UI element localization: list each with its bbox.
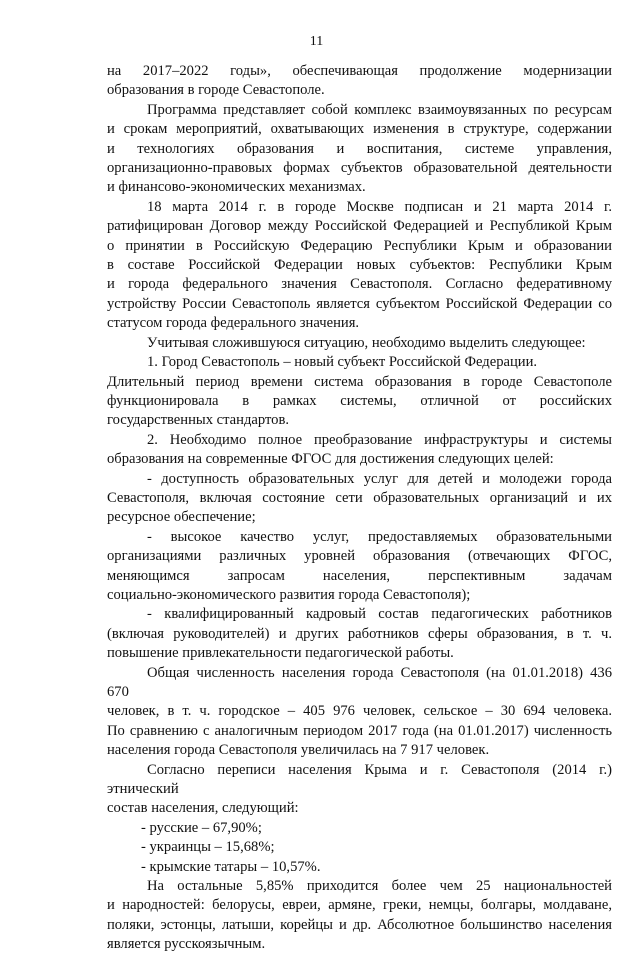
list-item: - украинцы – 15,68%;: [141, 839, 275, 856]
text-line: в составе Российской Федерации новых субъектов: Республики Крым: [107, 257, 612, 274]
list-item: - русские – 67,90%;: [141, 819, 262, 836]
text-line: и народностей: белорусы, евреи, армяне, греки, немцы, болгары, молдаване,: [107, 897, 612, 914]
text-line: образования в городе Севастополе.: [107, 82, 325, 99]
text-line: - доступность образовательных услуг для детей и молодежи города: [147, 470, 612, 487]
text-line: функционировала в рамках системы, отличной от российских: [107, 392, 612, 409]
text-line: поляки, эстонцы, латыши, корейцы и др. Абсолютное большинство населения: [107, 916, 612, 933]
text-line: организационно-правовых формах субъектов образовательной деятельности: [107, 160, 612, 177]
text-line: состав населения, следующий:: [107, 800, 299, 817]
text-line: и технологиях образования и воспитания, системе управления,: [107, 140, 612, 157]
text-line: является русскоязычным.: [107, 936, 266, 953]
text-line: государственных стандартов.: [107, 412, 290, 429]
text-line: устройству России Севастополь является субъектом Российской Федерации со: [107, 295, 612, 312]
text-line: меняющимся запросам населения, перспективным задачам: [107, 567, 612, 584]
text-line: и финансово-экономических механизмах.: [107, 179, 366, 196]
text-line: 1. Город Севастополь – новый субъект Российской Федерации.: [147, 354, 538, 371]
list-item: - крымские татары – 10,57%.: [141, 858, 321, 875]
page-number: 11: [309, 34, 324, 49]
text-line: Общая численность населения города Севастополя (на 01.01.2018) 436 670: [107, 664, 612, 700]
text-line: статусом города федерального значения.: [107, 315, 360, 332]
text-line: По сравнению с аналогичным периодом 2017 года (на 01.01.2017) численность: [107, 722, 612, 739]
text-line: Согласно переписи населения Крыма и г. Севастополя (2014 г.) этнический: [107, 761, 612, 798]
text-line: - высокое качество услуг, предоставляемых образовательными: [147, 528, 612, 545]
text-line: 2. Необходимо полное преобразование инфраструктуры и системы: [147, 431, 612, 448]
text-line: на 2017–2022 годы», обеспечивающая продолжение модернизации: [107, 63, 612, 79]
text-line: На остальные 5,85% приходится более чем 25 национальностей: [147, 878, 612, 895]
text-line: ресурсное обеспечение;: [107, 509, 256, 526]
text-line: 18 марта 2014 г. в городе Москве подписан и 21 марта 2014 г.: [147, 198, 612, 215]
text-line: образования на современные ФГОС для достижения следующих целей:: [107, 451, 554, 468]
text-line: организациями различных уровней образования (отвечающих ФГОС,: [107, 548, 612, 565]
text-line: о принятии в Российскую Федерацию Республики Крым и образовании: [107, 237, 612, 254]
text-line: Севастополя, включая состояние сети образовательных организаций и их: [107, 489, 612, 506]
text-line: - квалифицированный кадровый состав педагогических работников: [147, 606, 612, 623]
text-line: Учитывая сложившуюся ситуацию, необходимо выделить следующее:: [147, 334, 586, 351]
text-line: и города федерального значения Севастополя. Согласно федеративному: [107, 276, 612, 293]
text-line: населения города Севастополя увеличилась на 7 917 человек.: [107, 742, 490, 759]
text-line: (включая руководителей) и других работников сферы образования, в т. ч.: [107, 625, 612, 642]
text-line: Длительный период времени система образования в городе Севастополе: [107, 373, 612, 390]
text-line: Программа представляет собой комплекс взаимоувязанных по ресурсам: [147, 101, 612, 118]
text-line: и срокам мероприятий, охватывающих изменения в структуре, содержании: [107, 121, 612, 138]
text-line: социально-экономического развития города Севастополя);: [107, 586, 471, 603]
text-line: человек, в т. ч. городское – 405 976 человек, сельское – 30 694 человека.: [107, 703, 612, 720]
document-body: [107, 62, 612, 955]
text-line: повышение привлекательности педагогической работы.: [107, 645, 454, 662]
text-line: ратифицирован Договор между Российской Федерацией и Республикой Крым: [107, 218, 612, 235]
